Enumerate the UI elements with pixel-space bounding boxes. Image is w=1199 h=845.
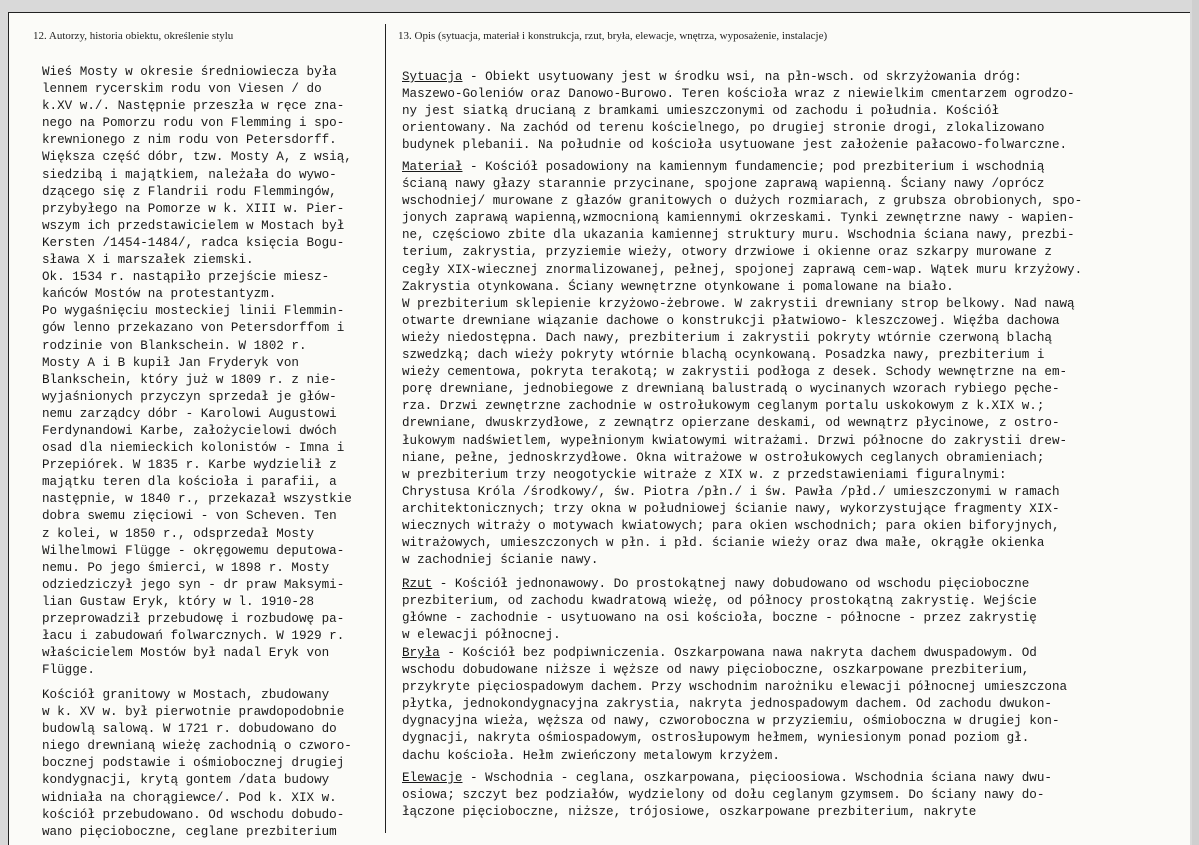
text-line: budowlą salową. W 1721 r. dobudowano do	[42, 722, 337, 737]
section-rzut	[402, 576, 1037, 644]
text-line: niane, pełne, jednoskrzydłowe. Okna witrażowe w ostrołukowych ceglanych obramieniach;	[402, 450, 1045, 465]
text-line: krewnionego z nim rodu von Petersdorff.	[42, 133, 337, 148]
section-material	[402, 159, 1082, 569]
text-line: dachu kościoła. Hełm zwieńczony metalowym krzyżem.	[402, 748, 780, 763]
text-line: Chrystusa Króla /środkowy/, św. Piotra /płn./ i św. Pawła /płd./ umieszczonymi w ramach	[402, 484, 1060, 499]
section-first-line: - Kościół jednonawowy. Do prostokątnej nawy dobudowano od wschodu pięcioboczne	[432, 577, 1030, 591]
text-line: widniała na chorągiewce/. Pod k. XIX w.	[42, 790, 337, 805]
text-line: nemu. Po jego śmierci, w 1898 r. Mosty	[42, 560, 330, 575]
text-line: kańców Mostów na protestantyzm.	[42, 287, 277, 302]
text-line: wyjaśnionych przyczyn sprzedał je głów-	[42, 389, 337, 404]
text-line: przybyłego na Pomorze w k. XIII w. Pier-	[42, 201, 345, 216]
text-line: gów lenno przekazano von Petersdorffom i	[42, 321, 345, 336]
text-line: łacu i zabudowań folwarcznych. W 1929 r.	[42, 629, 345, 644]
text-line: Maszewo-Goleniów oraz Danowo-Burowo. Teren kościoła wraz z niewielkim cmentarzem ogrodzo-	[402, 87, 1075, 102]
text-line: rodzinie von Blankschein. W 1802 r.	[42, 338, 307, 353]
text-line	[402, 159, 1082, 176]
text-line: siedzibą i majątkiem, należała do wywo-	[42, 167, 337, 182]
text-line: bocznej podstawie i ośmiobocznej drugiej	[42, 756, 345, 771]
section-sytuacja	[402, 69, 1075, 154]
text-line: ny jest siatką drucianą z bramkami umieszczonymi od zachodu i południa. Kościół	[402, 104, 1000, 119]
text-line: Przepiórek. W 1835 r. Karbe wydzielił z	[42, 458, 337, 473]
text-line: wano pięcioboczne, ceglane prezbiterium	[42, 824, 337, 839]
text-line: Kersten /1454-1484/, radca księcia Bogu-	[42, 235, 345, 250]
text-line: kościół przebudowano. Od wschodu dobudo-	[42, 807, 345, 822]
text-line: w k. XV w. był pierwotnie prawdopodobnie	[42, 705, 345, 720]
text-line	[402, 69, 1075, 86]
text-line: Flügge.	[42, 663, 95, 678]
text-line: nemu zarządcy dóbr - Karolowi Augustowi	[42, 406, 337, 421]
text-line: majątku teren dla kościoła i parafii, a	[42, 475, 337, 490]
text-line: W prezbiterium sklepienie krzyżowo-żebrowe. W zakrystii drewniany strop belkowy. Nad nawą	[402, 296, 1075, 311]
text-line: wschodu dobudowane niższe i węższe od nawy pięcioboczne, oszkarpowane prezbiterium,	[402, 663, 1030, 678]
text-line: właścicielem Mostów był nadal Eryk von	[42, 646, 330, 661]
text-line: w zachodniej ścianie nawy.	[402, 553, 599, 568]
text-line: otwarte drewniane wiązanie dachowe o konstrukcji płatwiowo- kleszczowej. Więźba dachowa	[402, 313, 1060, 328]
history-text	[42, 64, 352, 679]
text-line: płytka, jednokondygnacyjna zakrystia, nakryta jednospadowym dachem. Od zachodu dwukon-	[402, 697, 1052, 712]
section-first-line: - Obiekt usytuowany jest w środku wsi, na płn-wsch. od skrzyżowania dróg:	[462, 70, 1022, 84]
section-first-line: - Wschodnia - ceglana, oszkarpowana, pięcioosiowa. Wschodnia ściana nawy dwu-	[462, 771, 1052, 785]
text-line: cegły XIX-wiecznej znormalizowanej, pełnej, spojonej zaprawą cem-wap. Wątek muru krzyżowy.	[402, 262, 1083, 277]
section-bryla	[402, 645, 1067, 765]
text-line: Mosty A i B kupił Jan Fryderyk von	[42, 355, 299, 370]
left-column-header: 12. Autorzy, historia obiektu, określenie stylu	[33, 30, 234, 42]
text-line: nego na Pomorzu rodu von Flemming i spo-	[42, 116, 345, 131]
text-line: kondygnacji, krytą gontem /data budowy	[42, 773, 330, 788]
text-line	[402, 645, 1067, 662]
section-heading: Sytuacja	[402, 70, 463, 84]
text-line: wieży cementowa, pokryta terakotą; w zakrystii podłoga z desek. Schody wewnętrzne na em-	[402, 365, 1068, 380]
section-heading: Rzut	[402, 577, 433, 591]
text-line: osad dla niemieckich kolonistów - Imna i	[42, 441, 345, 456]
text-line: odziedziczył jego syn - dr praw Maksymi-	[42, 577, 345, 592]
text-line: szwedzką; dach wieży pokryty wtórnie blachą ocynkowaną. Posadzka nawy, prezbiterium i	[402, 348, 1045, 363]
text-line: dygnacji, nakryta ośmiospadowym, ostrosłupowym hełmem, wyniesionym ponad poziom gł.	[402, 731, 1030, 746]
text-line: Ok. 1534 r. nastąpiło przejście miesz-	[42, 270, 330, 285]
text-line: w prezbiterium trzy neogotyckie witraże z XIX w. z przedstawieniami figuralnymi:	[402, 467, 1007, 482]
text-line: lennem rycerskim rodu von Viesen / do	[42, 82, 322, 97]
text-line: wszym ich przedstawicielem w Mostach był	[42, 218, 345, 233]
column-divider	[385, 24, 386, 833]
text-line: Ferdynandowi Karbe, założycielowi dwóch	[42, 423, 337, 438]
text-line	[402, 576, 1037, 593]
text-line: dygnacyjna wieża, węższa od nawy, czworoboczna w przyziemiu, ośmioboczna w drugiej kon-	[402, 714, 1060, 729]
text-line: wieży niedostępna. Dach nawy, prezbiterium i zakrystii pokryty wtórnie czerwoną blachą	[402, 330, 1052, 345]
text-line: architektonicznych; trzy okna w południowej ścianie nawy, wykorzystujące fragmenty XIX-	[402, 501, 1060, 516]
text-line: dobra swemu zięciowi - von Scheven. Ten	[42, 509, 337, 524]
text-line: Większa część dóbr, tzw. Mosty A, z wsią,	[42, 150, 352, 165]
text-line: witrażowych, umieszczonych w płn. i płd. ścianie wieży oraz dwa małe, okrągłe okienka	[402, 536, 1045, 551]
text-line: wiecznych witraży o motywach kwiatowych; para okien wschodnich; para okien biforyjnych,	[402, 518, 1060, 533]
text-line: Wilhelmowi Flügge - okręgowemu deputowa-	[42, 543, 345, 558]
section-heading: Materiał	[402, 160, 463, 174]
text-line	[402, 770, 1052, 787]
text-line: niego drewnianą wieżę zachodnią o czworo-	[42, 739, 352, 754]
church-history-text	[42, 687, 352, 841]
section-heading: Elewacje	[402, 771, 463, 785]
text-line: dzącego się z Flandrii rodu Flemmingów,	[42, 184, 337, 199]
text-line: porę drewniane, jednobiegowe z drewnianą balustradą o wycinanych wzorach rybiego pęche-	[402, 382, 1060, 397]
text-line: ścianą nawy głazy starannie przycinane, spojone zaprawą wapienną. Ściany nawy /oprócz	[402, 177, 1045, 192]
text-line: k.XV w./. Następnie przeszła w ręce zna-	[42, 99, 345, 114]
text-line: Po wygaśnięciu mosteckiej linii Flemmin-	[42, 304, 345, 319]
text-line: łączone pięcioboczne, niższe, trójosiowe, oszkarpowane prezbiterium, nakryte	[402, 805, 977, 820]
text-line: rza. Drzwi zewnętrzne zachodnie w ostrołukowym ceglanym portalu uskokowym z k.XIX w.;	[402, 399, 1045, 414]
section-elewacje	[402, 770, 1052, 821]
text-line: drewniane, dwuskrzydłowe, z zewnątrz opierzane deskami, od wewnątrz płycinowe, z ostro-	[402, 416, 1060, 431]
text-line: główne - zachodnie - usytuowano na osi kościoła, boczne - północne - przez zakrystię	[402, 611, 1037, 626]
text-line: sława X i marszałek ziemski.	[42, 253, 254, 268]
text-line: prezbiterium, od zachodu kwadratową wieżę, od północy prostokątną zakrystię. Wejście	[402, 594, 1037, 609]
text-line: budynek plebanii. Na południe od kościoła usytuowane jest założenie pałacowo-folwarczne.	[402, 138, 1068, 153]
text-line: Zakrystia otynkowana. Ściany wewnętrzne otynkowane i pomalowane na biało.	[402, 279, 954, 294]
text-line: następnie, w 1840 r., przekazał wszystkie	[42, 492, 352, 507]
text-line: orientowany. Na zachód od terenu kościelnego, po drugiej stronie drogi, zlokalizowano	[402, 121, 1045, 136]
page-edge	[1192, 0, 1199, 845]
text-line: Blankschein, który już w 1809 r. z nie-	[42, 372, 337, 387]
text-line: jonych zaprawą wapienną,wzmocnioną kamiennymi okrzeskami. Tynki zewnętrzne nawy - wapien-	[402, 211, 1075, 226]
text-line: przykryte pięciospadowym dachem. Przy wschodnim narożniku elewacji północnej umieszczona	[402, 680, 1068, 695]
section-heading: Bryła	[402, 646, 440, 660]
text-line: ne, częściowo zbite dla ukazania kamiennej struktury muru. Wschodnia ściana nawy, prezbi-	[402, 228, 1075, 243]
text-line: łukowym nadświetlem, wypełnionym kwiatowymi witrażami. Drzwi północne do zakrystii drew-	[402, 433, 1068, 448]
section-first-line: - Kościół posadowiony na kamiennym fundamencie; pod prezbiterium i wschodnią	[462, 160, 1045, 174]
text-line: osiowa; szczyt bez podziałów, wydzielony od dołu ceglanym gzymsem. Do ściany nawy do-	[402, 788, 1045, 803]
right-column-header: 13. Opis (sytuacja, materiał i konstrukcja, rzut, bryła, elewacje, wnętrza, wyposażenie, instalacje)	[398, 30, 828, 42]
text-line: Wieś Mosty w okresie średniowiecza była	[42, 65, 337, 79]
text-line: Kościół granitowy w Mostach, zbudowany	[42, 688, 330, 702]
text-line: terium, zakrystia, przyziemie wieży, otwory drzwiowe i okienne oraz szkarpy murowane z	[402, 245, 1052, 260]
text-line: wschodniej/ murowane z głazów granitowych o dużych rozmiarach, z grubsza obrobionych, spo-	[402, 194, 1083, 209]
text-line: w elewacji północnej.	[402, 628, 561, 643]
text-line: z kolei, w 1850 r., odsprzedał Mosty	[42, 526, 315, 541]
text-line: przeprowadził przebudowę i rozbudowę pa-	[42, 612, 345, 626]
section-first-line: - Kościół bez podpiwniczenia. Oszkarpowana nawa nakryta dachem dwuspadowym. Od	[439, 646, 1037, 660]
text-line: lian Gustaw Eryk, który w l. 1910-28	[42, 594, 315, 609]
